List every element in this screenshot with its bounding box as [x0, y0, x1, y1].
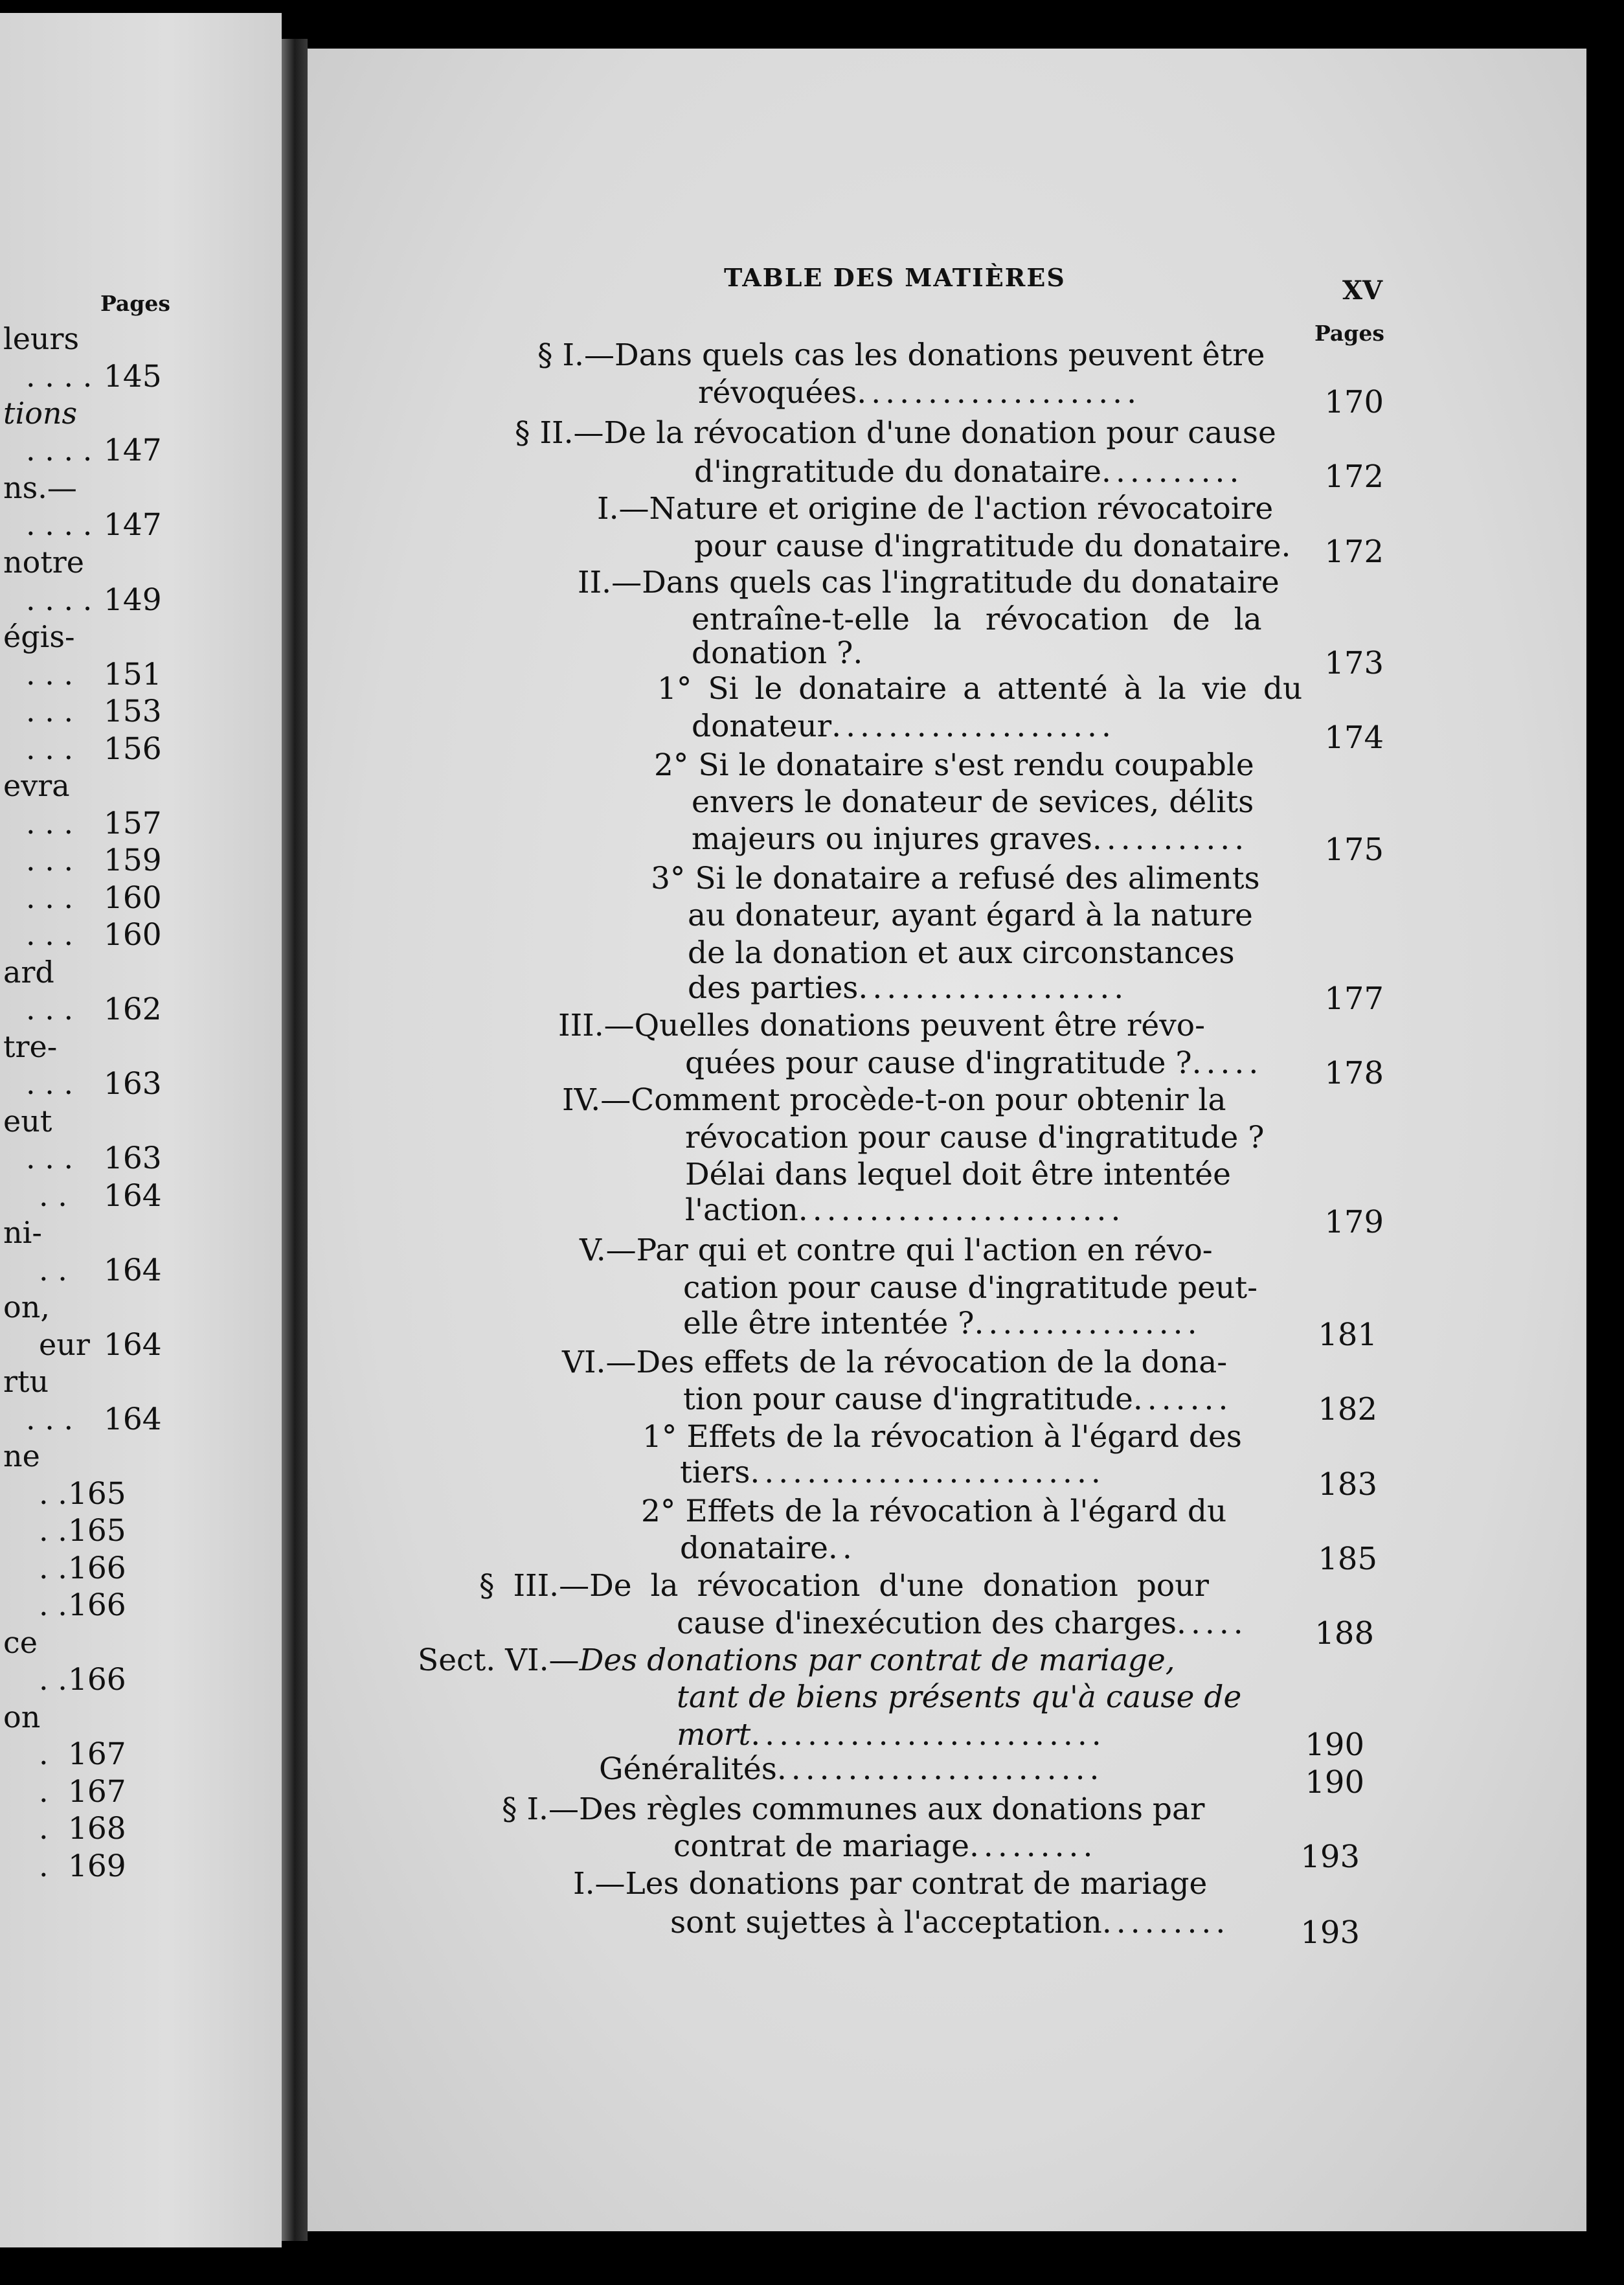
- left-page-fragment: evra: [3, 768, 70, 803]
- left-page-fragment: . . .: [26, 694, 74, 729]
- toc-page-number: 178: [1324, 1055, 1384, 1091]
- toc-page-number: 193: [1300, 1839, 1360, 1875]
- left-page-fragment: . .: [39, 1476, 67, 1511]
- toc-page-number: 182: [1318, 1391, 1377, 1427]
- toc-line: § I.—Des règles communes aux donations par: [502, 1791, 1205, 1827]
- toc-line: des parties...................: [688, 970, 1129, 1006]
- toc-page-number: 190: [1305, 1727, 1364, 1763]
- toc-page-number: 185: [1318, 1541, 1377, 1577]
- left-page-number: 164: [104, 1253, 162, 1288]
- toc-line: IV.—Comment procède-t-on pour obtenir la: [562, 1082, 1226, 1118]
- left-page-fragment: ce: [3, 1625, 38, 1660]
- left-page-fragment: ns.—: [3, 470, 77, 505]
- left-page-fragment: tre-: [3, 1029, 58, 1064]
- left-page-fragment: . . .: [26, 992, 74, 1027]
- left-page-fragment: ni-: [3, 1215, 42, 1250]
- left-page-number: 164: [104, 1402, 162, 1437]
- pages-column-label: Pages: [1314, 321, 1384, 346]
- toc-line: V.—Par qui et contre qui l'action en révo-: [580, 1233, 1213, 1268]
- left-page-fragment: .: [39, 1848, 49, 1883]
- toc-line: révocation pour cause d'ingratitude ?: [685, 1120, 1265, 1155]
- toc-line: I.—Nature et origine de l'action révocatoire: [597, 491, 1274, 527]
- left-page-fragment: . .: [39, 1178, 67, 1213]
- toc-line: 2° Effets de la révocation à l'égard du: [641, 1494, 1227, 1529]
- toc-line: 2° Si le donataire s'est rendu coupable: [654, 747, 1254, 783]
- left-page: [0, 13, 282, 2247]
- toc-line: de la donation et aux circonstances: [688, 935, 1235, 971]
- left-page-number: 166: [68, 1662, 126, 1698]
- left-page-number: 147: [104, 433, 162, 468]
- toc-line: donataire..: [680, 1530, 857, 1566]
- toc-line: Délai dans lequel doit être intentée: [685, 1157, 1231, 1192]
- left-page-number: 159: [104, 843, 162, 878]
- left-page-fragment: . . . .: [26, 507, 93, 542]
- toc-line: 1° Effets de la révocation à l'égard des: [642, 1419, 1242, 1455]
- left-page-number: 166: [68, 1551, 126, 1586]
- left-page-fragment: leurs: [3, 321, 80, 356]
- left-page-number: 162: [104, 992, 162, 1027]
- toc-line: envers le donateur de sevices, délits: [692, 784, 1254, 820]
- toc-line: VI.—Des effets de la révocation de la dona-: [562, 1345, 1228, 1380]
- toc-line: cause d'inexécution des charges.....: [677, 1606, 1248, 1641]
- left-page-fragment: tions: [3, 396, 78, 431]
- toc-line: majeurs ou injures graves...........: [692, 821, 1249, 857]
- page-folio: XV: [1342, 275, 1383, 306]
- left-page-number: 153: [104, 694, 162, 729]
- left-page-number: 165: [68, 1513, 126, 1549]
- left-page-fragment: rtu: [3, 1364, 49, 1399]
- left-page-fragment: . .: [39, 1253, 67, 1288]
- left-page-fragment: . . .: [26, 1141, 74, 1176]
- left-page-fragment: . . .: [26, 917, 74, 952]
- left-page-number: 165: [68, 1476, 126, 1512]
- left-page-number: 151: [104, 657, 162, 692]
- toc-page-number: 174: [1324, 720, 1384, 756]
- toc-line: I.—Les donations par contrat de mariage: [573, 1866, 1208, 1902]
- left-page-number: 168: [68, 1811, 126, 1847]
- left-page-fragment: égis-: [3, 619, 75, 654]
- left-page-fragment: . .: [39, 1551, 67, 1586]
- left-page-number: 169: [68, 1848, 126, 1884]
- left-page-number: 164: [104, 1178, 162, 1214]
- left-page-fragment: . . .: [26, 1402, 74, 1437]
- left-pages-label: Pages: [100, 291, 170, 316]
- toc-line: mort.........................: [677, 1717, 1106, 1753]
- toc-line: Généralités.......................: [599, 1751, 1104, 1787]
- toc-line: pour cause d'ingratitude du donataire.: [694, 529, 1291, 564]
- toc-line: entraîne-t-elle la révocation de la: [692, 602, 1262, 637]
- toc-page-number: 179: [1324, 1204, 1384, 1240]
- left-page-fragment: . . .: [26, 843, 74, 878]
- left-page-fragment: .: [39, 1811, 49, 1846]
- left-page-fragment: . . .: [26, 806, 74, 841]
- book-spine: [282, 39, 308, 2241]
- toc-page-number: 170: [1324, 384, 1384, 420]
- toc-line: donateur....................: [692, 709, 1116, 744]
- left-page-number: 149: [104, 582, 162, 618]
- left-page-number: 157: [104, 806, 162, 841]
- toc-line: 1° Si le donataire a attenté à la vie du: [657, 671, 1303, 707]
- left-page-number: 163: [104, 1141, 162, 1176]
- toc-page-number: 193: [1300, 1915, 1360, 1951]
- left-page-number: 160: [104, 917, 162, 953]
- toc-line: cation pour cause d'ingratitude peut-: [683, 1270, 1258, 1306]
- left-page-number: 163: [104, 1066, 162, 1102]
- toc-line: quées pour cause d'ingratitude ?.....: [685, 1045, 1263, 1081]
- left-page-number: 166: [68, 1587, 126, 1623]
- toc-line: révoquées....................: [698, 375, 1142, 411]
- toc-page-number: 175: [1324, 832, 1384, 868]
- left-page-fragment: on,: [3, 1290, 50, 1324]
- toc-page-number: 183: [1318, 1466, 1377, 1503]
- left-page-number: 167: [68, 1736, 126, 1772]
- toc-line: § III.—De la révocation d'une donation pour: [479, 1568, 1209, 1604]
- left-page-number: 164: [104, 1327, 162, 1363]
- toc-page-number: 173: [1324, 645, 1384, 681]
- toc-line: tant de biens présents qu'à cause de: [677, 1679, 1242, 1715]
- toc-line: l'action.......................: [685, 1192, 1125, 1228]
- left-page-fragment: . . .: [26, 1066, 74, 1101]
- left-page-fragment: notre: [3, 545, 85, 580]
- toc-line: III.—Quelles donations peuvent être révo-: [558, 1008, 1205, 1043]
- left-page-fragment: . . . .: [26, 582, 93, 617]
- left-page-fragment: ard: [3, 955, 54, 990]
- toc-page-number: 172: [1324, 459, 1384, 495]
- toc-page-number: 190: [1305, 1764, 1364, 1801]
- toc-line: donation ?.: [692, 635, 868, 671]
- left-page-fragment: . .: [39, 1513, 67, 1548]
- toc-line: elle être intentée ?................: [683, 1306, 1202, 1341]
- toc-line: tion pour cause d'ingratitude.......: [683, 1381, 1233, 1417]
- left-page-fragment: .: [39, 1774, 49, 1809]
- left-page-fragment: . . . .: [26, 433, 93, 468]
- left-page-fragment: eut: [3, 1104, 52, 1139]
- left-page-number: 147: [104, 507, 162, 543]
- left-page-fragment: eur: [39, 1327, 90, 1362]
- left-page-number: 156: [104, 731, 162, 767]
- toc-line: tiers.........................: [680, 1455, 1105, 1490]
- toc-line: contrat de mariage.........: [673, 1828, 1098, 1864]
- left-page-fragment: ne: [3, 1438, 40, 1473]
- left-page-number: 145: [104, 359, 162, 394]
- left-page-fragment: . . .: [26, 731, 74, 766]
- toc-line: § II.—De la révocation d'une donation pour cause: [515, 415, 1276, 451]
- toc-line: Sect. VI.—Des donations par contrat de mariage,: [418, 1643, 1175, 1678]
- left-page-number: 160: [104, 880, 162, 916]
- left-page-fragment: . .: [39, 1662, 67, 1697]
- left-page-fragment: . . . .: [26, 359, 93, 394]
- left-page-fragment: . . .: [26, 880, 74, 915]
- toc-page-number: 181: [1318, 1317, 1377, 1353]
- left-page-fragment: . . .: [26, 657, 74, 692]
- toc-page-number: 172: [1324, 534, 1384, 570]
- left-page-number: 167: [68, 1774, 126, 1810]
- toc-page-number: 188: [1314, 1615, 1374, 1652]
- left-page-fragment: . .: [39, 1587, 67, 1622]
- left-page-fragment: .: [39, 1736, 49, 1771]
- toc-line: 3° Si le donataire a refusé des aliments: [651, 861, 1260, 896]
- toc-line: d'ingratitude du donataire..........: [694, 454, 1244, 490]
- left-page-fragment: on: [3, 1700, 41, 1734]
- toc-line: II.—Dans quels cas l'ingratitude du donataire: [578, 565, 1280, 600]
- toc-page-number: 177: [1324, 981, 1384, 1017]
- running-head: TABLE DES MATIÈRES: [724, 263, 1066, 292]
- toc-line: sont sujettes à l'acceptation.........: [670, 1905, 1230, 1940]
- toc-line: § I.—Dans quels cas les donations peuvent être: [537, 337, 1265, 373]
- toc-line: au donateur, ayant égard à la nature: [688, 898, 1253, 933]
